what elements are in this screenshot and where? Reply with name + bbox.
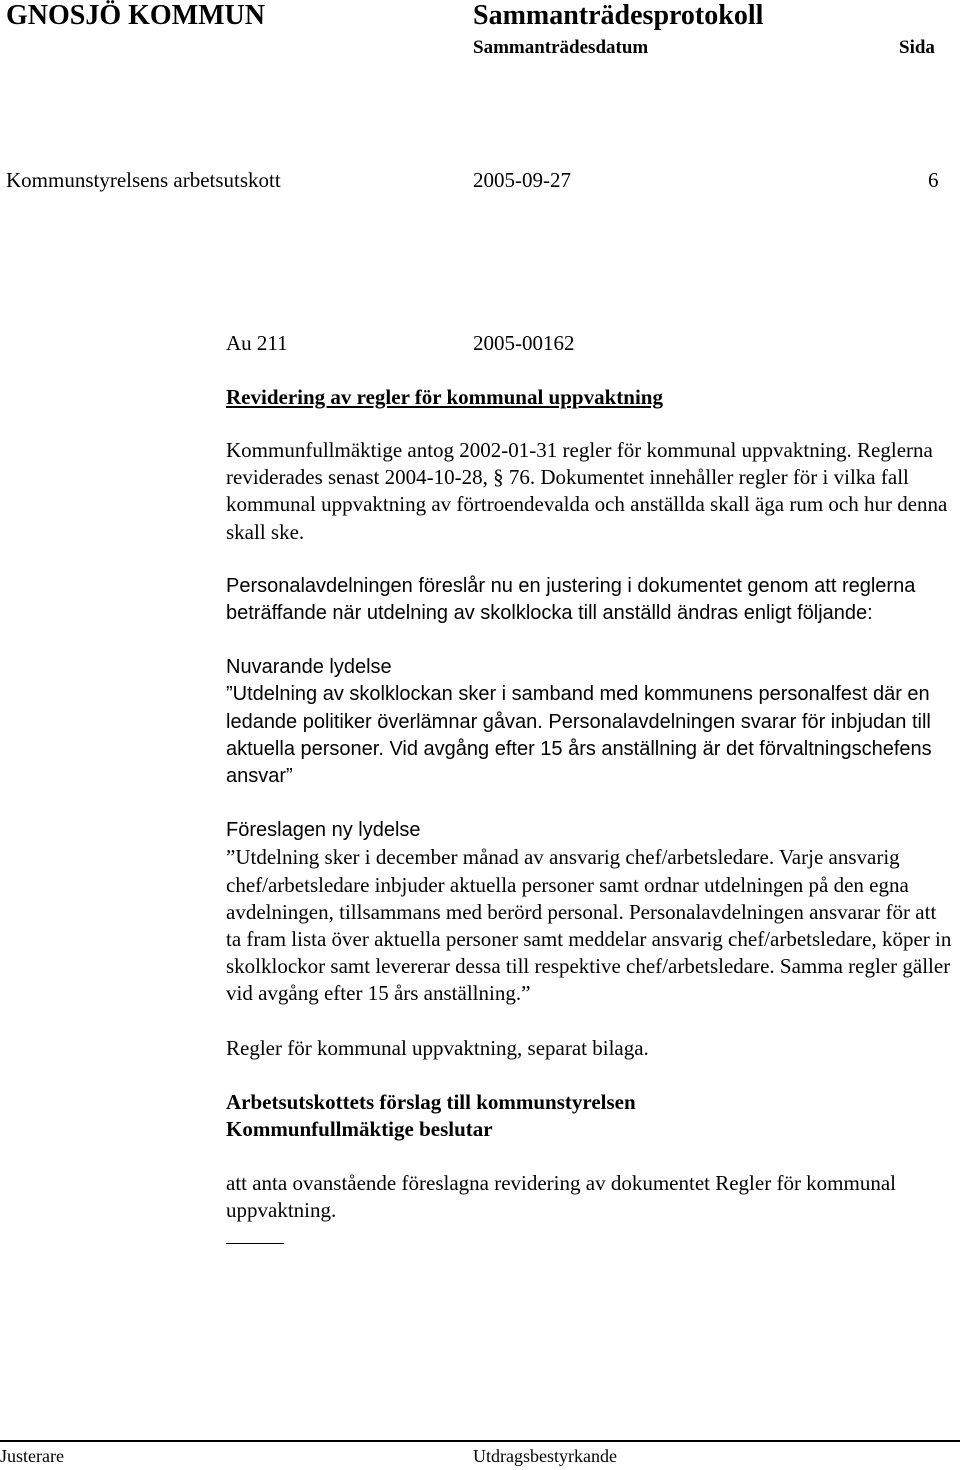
footer-divider — [0, 1440, 960, 1442]
case-title: Revidering av regler för kommunal uppvaktning — [226, 385, 663, 409]
footer-utdragsbestyrkande: Utdragsbestyrkande — [473, 1446, 617, 1466]
page-number: 6 — [928, 168, 939, 192]
end-rule — [226, 1243, 284, 1244]
proposal-paragraph: Personalavdelningen föreslår nu en justering i dokumentet genom att reglerna beträffande när utdelning av skolklocka till anställd ändras enligt följande: — [226, 574, 916, 625]
municipality-name: GNOSJÖ KOMMUN — [6, 0, 265, 31]
footer-justerare: Justerare — [0, 1446, 64, 1466]
proposed-wording-text: ”Utdelning sker i december månad av ansvarig chef/arbetsledare. Varje ansvarig chef/arbetsledare inbjuder aktuella personer samt ordnar utdelningen på den egna avdelningen, tillsammans med berörd personal. Personalavdelningen ansvarar för att ta fram lista över aktuella personer samt meddelar ansvarig chef/arbetsledare, köper in skolklockor samt levererar dessa till respektive chef/arbetsledare. Samma regler gäller vid avgång efter 15 års anställning.” — [226, 845, 952, 1006]
document-type: Sammanträdesprotokoll — [473, 0, 764, 31]
page-label: Sida — [899, 37, 935, 58]
date-label: Sammanträdesdatum — [473, 37, 649, 58]
intro-paragraph: Kommunfullmäktige antog 2002-01-31 regler för kommunal uppvaktning. Reglerna reviderades senast 2004-10-28, § 76. Dokumentet innehåller regler för i vilka fall kommunal uppvaktning av förtroendevalda och anställda skall äga rum och hur denna skall ske. — [226, 438, 948, 544]
committee-name: Kommunstyrelsens arbetsutskott — [6, 168, 281, 192]
case-reference: 2005-00162 — [473, 331, 575, 355]
case-number: Au 211 — [226, 331, 288, 355]
current-wording-heading: Nuvarande lydelse — [226, 656, 392, 679]
meeting-date: 2005-09-27 — [473, 168, 571, 192]
minutes-body — [226, 437, 956, 1244]
proposal-heading: Arbetsutskottets förslag till kommunstyrelsen — [226, 1089, 636, 1114]
decision-text: att anta ovanstående föreslagna revidering av dokumentet Regler för kommunal uppvaktning. — [226, 1171, 897, 1223]
attachment-note: Regler för kommunal uppvaktning, separat bilaga. — [226, 1035, 649, 1060]
current-wording-text: ”Utdelning av skolklockan sker i samband med kommunens personalfest där en ledande politiker överlämnar gåvan. Personalavdelningen svarar för inbjudan till aktuella personer. Vid avgång efter 15 års anställning är det förvaltningschefens ansvar” — [226, 683, 932, 788]
decision-heading: Kommunfullmäktige beslutar — [226, 1117, 493, 1142]
proposed-wording-heading: Föreslagen ny lydelse — [226, 819, 421, 842]
